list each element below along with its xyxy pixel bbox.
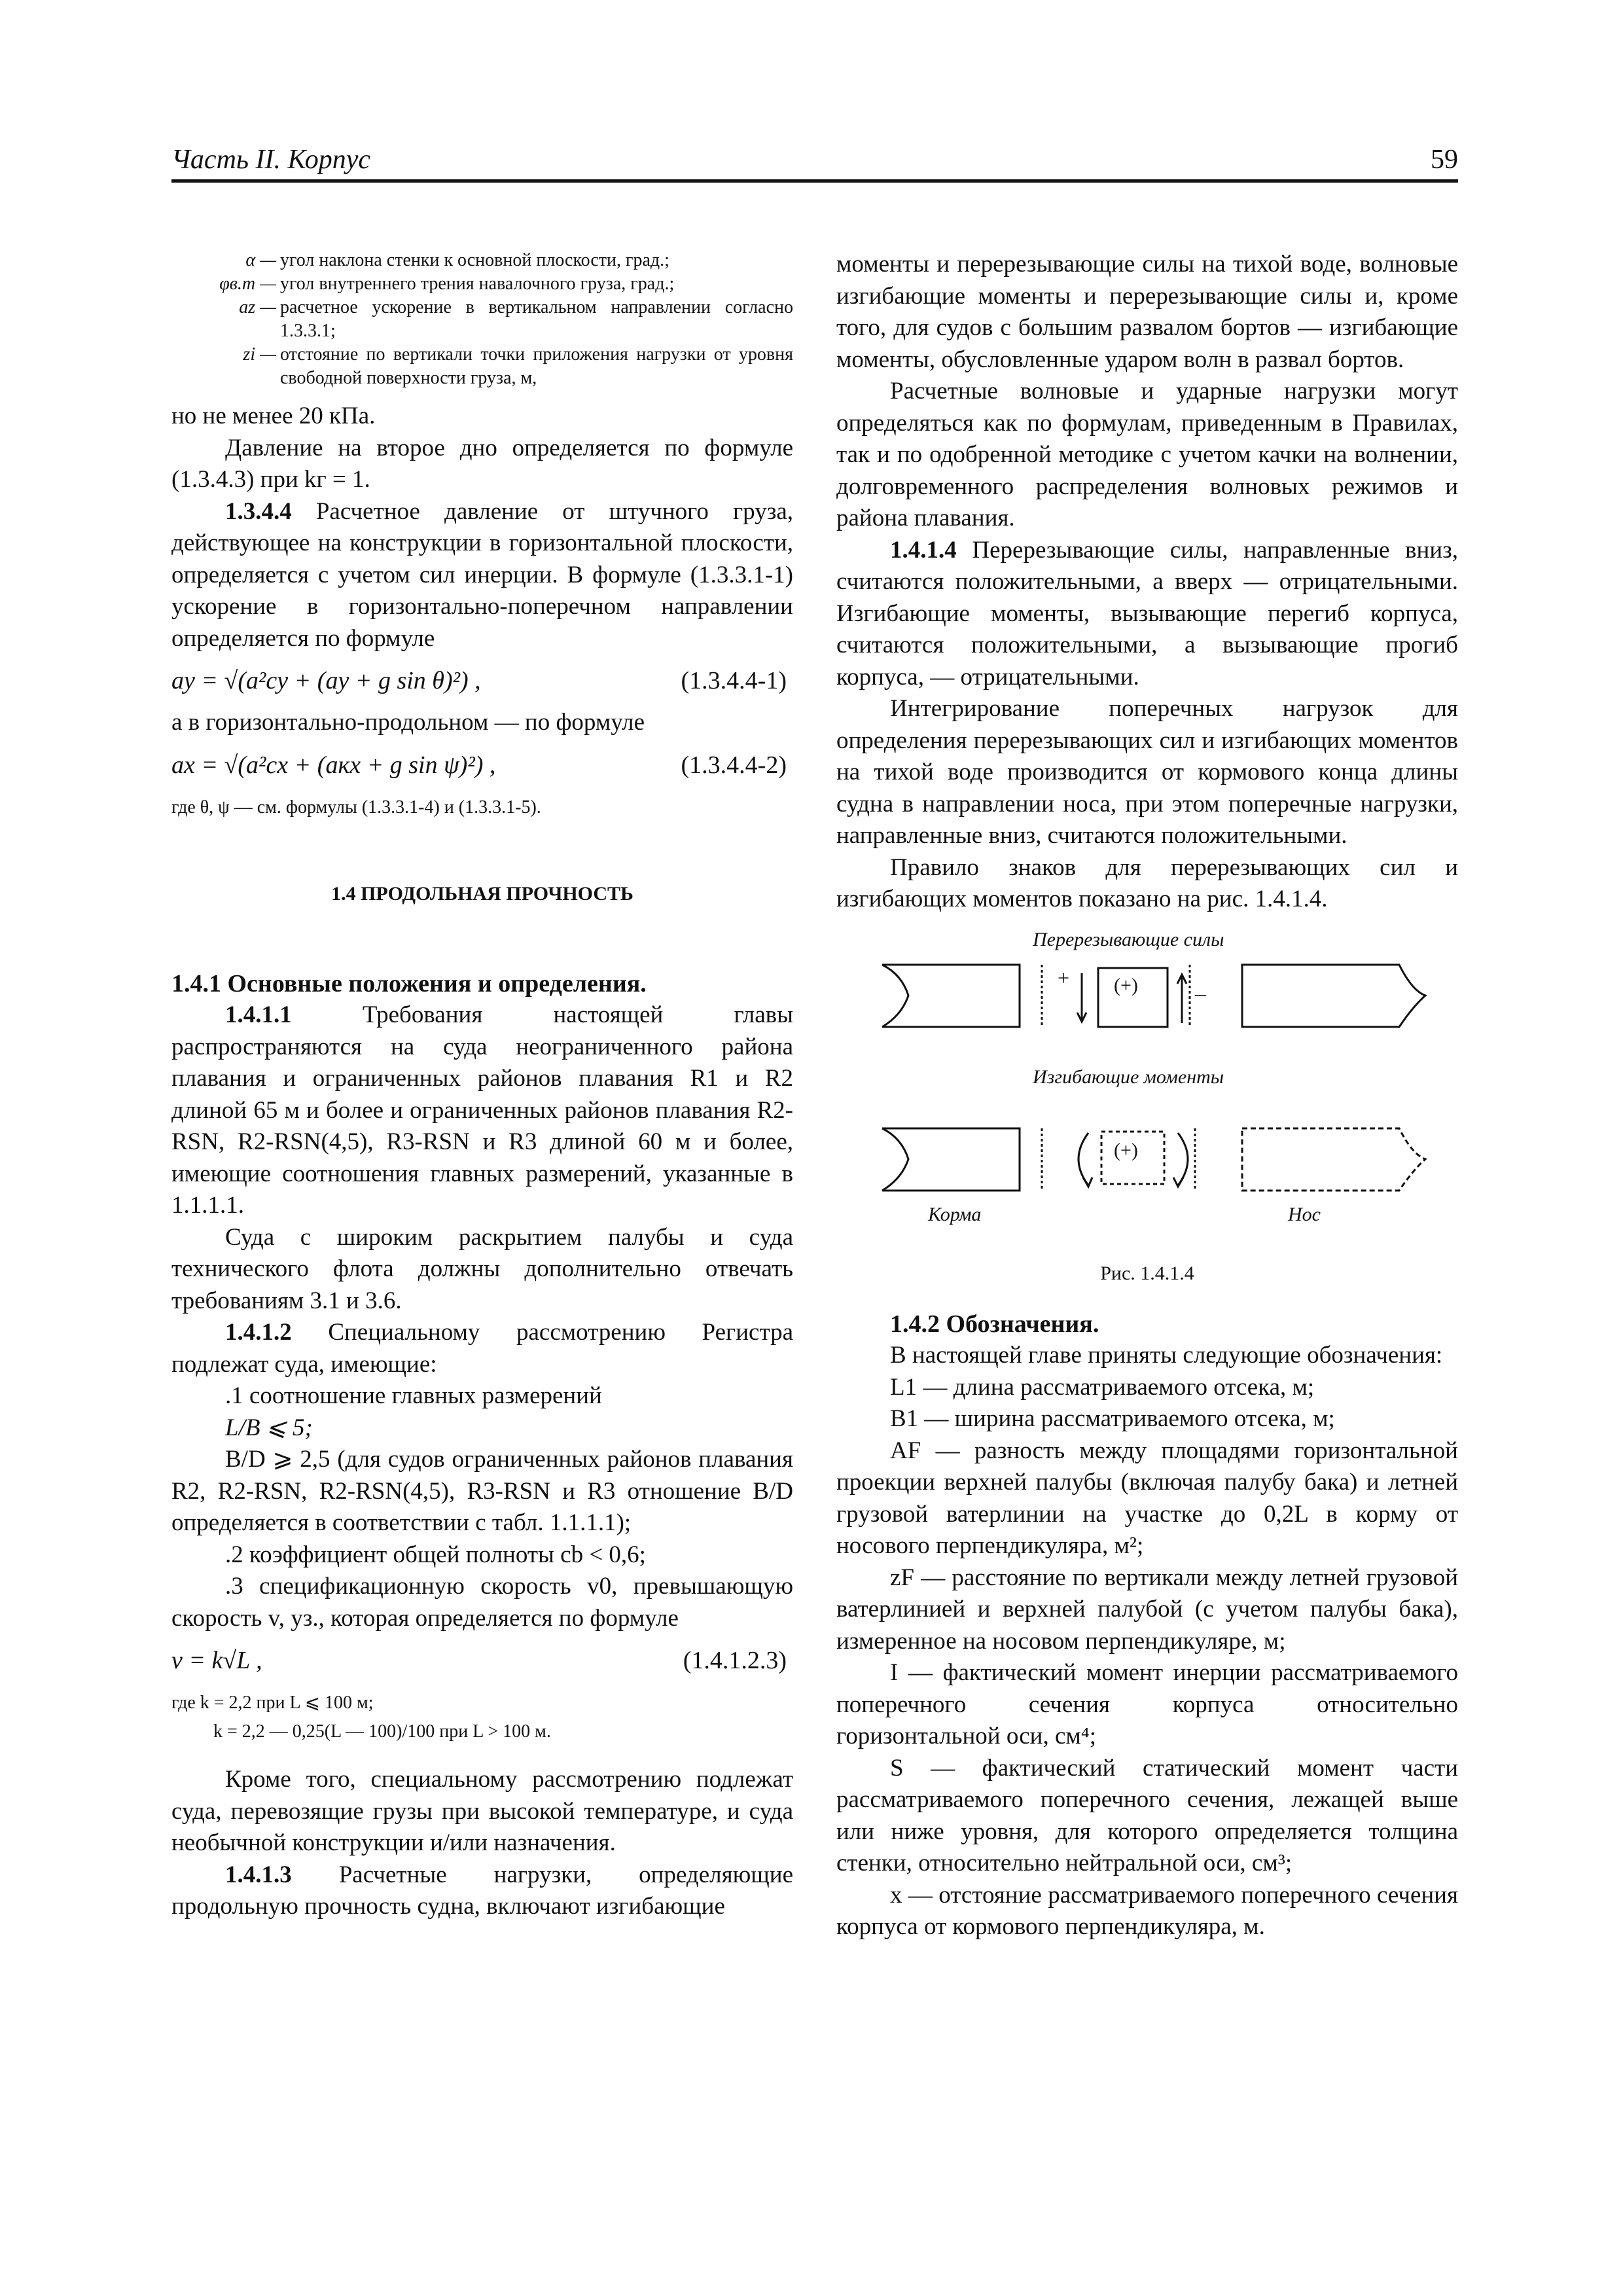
left-column	[171, 249, 793, 1923]
paragraph: Суда с широким раскрытием палубы и суда технического флота должны дополнительно отвечать требованиям 3.1 и 3.6.	[171, 1223, 793, 1314]
formula-1-4-1-2-3	[171, 1634, 793, 1687]
notation-item: zF — расстояние по вертикали между летней грузовой ватерлинией и верхней палубой (с учетом палубы бака), измеренное на носовом перпендикуляре, м;	[836, 1564, 1458, 1655]
def-text: угол наклона стенки к основной плоскости, град.;	[280, 250, 669, 270]
def-symbol: zi —	[243, 344, 276, 365]
bow-label: Нос	[1288, 1203, 1321, 1225]
minus-sign: –	[1195, 981, 1206, 1006]
paragraph-1-4-1-2	[171, 1317, 793, 1380]
formula-note: где k = 2,2 при L ⩽ 100 м;	[171, 1693, 374, 1713]
positive-moment-sign: (+)	[1114, 1139, 1138, 1161]
paragraph-text: Требования настоящей главы распространяются на суда неограниченного района плавания и ограниченных районов плавания R1 и R2 длиной 65 м и более и ограниченных районов плавания R2-RSN, R2-RSN(4,5), R3-RSN и R3 длиной 60 м и более, имеющие соотношения главных размерений, указанные в 1.1.1.1.	[171, 1001, 793, 1219]
spacer	[171, 1744, 793, 1764]
formula-expression: ay = √(a²cy + (ay + g sin θ)²) ,	[171, 667, 481, 694]
notation-item: L1 — длина рассматриваемого отсека, м;	[890, 1373, 1315, 1401]
moment-arrowhead	[1173, 1177, 1183, 1187]
stern-label: Корма	[928, 1203, 982, 1225]
paragraph-text: Расчетные нагрузки, определяющие продольную прочность судна, включают изгибающие	[171, 1861, 793, 1920]
notation-item: B1 — ширина рассматриваемого отсека, м;	[890, 1405, 1335, 1432]
definition-item	[171, 249, 793, 272]
bending-moments-label: Изгибающие моменты	[1033, 1066, 1224, 1088]
bow-hull-outline	[1242, 1128, 1425, 1191]
notation-item: AF — разность между площадями горизонтальной проекции верхней палубы (включая палубу бака) и летней грузовой ватерлинии на участке до 0,2L в корму от носового перпендикуляра, м²;	[836, 1437, 1458, 1559]
formula-number: (1.3.4.4-1)	[681, 667, 787, 694]
formula-1-3-4-4-1	[171, 655, 793, 707]
figure-caption: Рис. 1.4.1.4	[1100, 1262, 1194, 1284]
paragraph: Правило знаков для перерезывающих сил и изгибающих моментов показано на рис. 1.4.1.4.	[836, 853, 1458, 912]
right-column	[836, 249, 1458, 1943]
paragraph-text: Специальному рассмотрению Регистра подлежат суда, имеющие:	[171, 1319, 793, 1378]
def-symbol: α —	[245, 250, 276, 270]
def-text: расчетное ускорение в вертикальном направлении согласно 1.3.3.1;	[280, 297, 793, 341]
paragraph-text: Перерезывающие силы, направленные вниз, считаются положительными, а вверх — отрицательными. Изгибающие моменты, вызывающие перегиб корпуса, считаются положительными, а вызывающие прогиб корпуса, — отрицательными.	[836, 536, 1458, 691]
clause-number: 1.4.1.2	[225, 1319, 292, 1346]
formula-1-3-4-4-2	[171, 739, 793, 791]
sign-convention-figure	[836, 929, 1458, 1295]
clause-number: 1.4.1.4	[890, 536, 957, 564]
notation-item: x — отстояние рассматриваемого поперечного сечения корпуса от кормового перпендикуляра, м.	[836, 1881, 1458, 1940]
def-text: отстояние по вертикали точки приложения нагрузки от уровня свободной поверхности груза, м,	[280, 344, 793, 388]
stern-hull-outline	[882, 965, 1020, 1027]
paragraph: Интегрирование поперечных нагрузок для определения перерезывающих сил и изгибающих моментов на тихой воде производится от кормового конца длины судна в направлении носа, при этом поперечные нагрузки, направленные вниз, считаются положительными.	[836, 695, 1458, 849]
sign-convention-diagram	[836, 929, 1458, 1295]
list-item: .1 соотношение главных размерений	[225, 1382, 602, 1409]
list-item: L/B ⩽ 5;	[225, 1414, 313, 1441]
list-item: B/D ⩾ 2,5 (для судов ограниченных районов плавания R2, R2-RSN, R2-RSN(4,5), R3-RSN и R3 отношение B/D определяется в соответствии с табл. 1.1.1.1);	[171, 1446, 793, 1536]
def-text: угол внутреннего трения навалочного груза, град.;	[280, 274, 675, 294]
formula-number: (1.4.1.2.3)	[683, 1647, 787, 1674]
symbol-definitions	[171, 249, 793, 390]
clause-number: 1.3.4.4	[225, 497, 292, 525]
definition-item	[171, 296, 793, 343]
bow-hull-outline	[1242, 965, 1425, 1027]
paragraph-1-4-1-4	[836, 535, 1458, 694]
subsection-heading: 1.4.1 Основные положения и определения.	[171, 969, 647, 997]
paragraph-1-4-1-1	[171, 999, 793, 1222]
paragraph-1-4-1-3	[171, 1859, 793, 1923]
running-header	[171, 145, 1458, 183]
formula-number: (1.3.4.4-2)	[681, 751, 787, 779]
subsection-heading: 1.4.2 Обозначения.	[890, 1310, 1099, 1338]
page-number: 59	[1431, 145, 1458, 175]
definition-item	[171, 272, 793, 296]
clause-number: 1.4.1.3	[225, 1861, 292, 1888]
positive-shear-sign: (+)	[1114, 974, 1138, 996]
def-symbol: φв.т —	[219, 274, 276, 294]
paragraph: Кроме того, специальному рассмотрению подлежат суда, перевозящие грузы при высокой температуре, и суда необычной конструкции и/или назначения.	[171, 1766, 793, 1856]
list-item: .2 коэффициент общей полноты cb < 0,6;	[225, 1541, 646, 1568]
moment-arrowhead	[1083, 1177, 1092, 1187]
section-title: 1.4 ПРОДОЛЬНАЯ ПРОЧНОСТЬ	[331, 882, 633, 905]
def-symbol: az —	[239, 297, 276, 317]
formula-expression: ax = √(a²cx + (aкx + g sin ψ)²) ,	[171, 751, 496, 779]
plus-sign: +	[1058, 965, 1070, 990]
clause-number: 1.4.1.1	[225, 1001, 292, 1028]
paragraph: Давление на второе дно определяется по формуле (1.3.4.3) при kг = 1.	[171, 434, 793, 493]
paragraph: а в горизонтально-продольном — по формуле	[171, 709, 645, 736]
header-title: Часть II. Корпус	[171, 145, 371, 175]
paragraph: моменты и перерезывающие силы на тихой воде, волновые изгибающие моменты и перерезывающие силы и, кроме того, для судов с большим развалом бортов — изгибающие моменты, обусловленные ударом волн в развал бортов.	[836, 251, 1458, 373]
stern-hull-outline	[882, 1128, 1020, 1191]
paragraph: В настоящей главе приняты следующие обозначения:	[890, 1342, 1443, 1369]
shear-forces-label: Перерезывающие силы	[1033, 928, 1224, 950]
paragraph: но не менее 20 кПа.	[171, 403, 376, 429]
notation-item: S — фактический статический момент части рассматриваемого поперечного сечения, лежащей выше или ниже уровня, для которого определяется толщина стенки, относительно нейтральной оси, см³;	[836, 1754, 1458, 1876]
definition-item	[171, 343, 793, 390]
list-item: .3 спецификационную скорость v0, превышающую скорость v, уз., которая определяется по формуле	[171, 1573, 793, 1632]
paragraph-text: Расчетное давление от штучного груза, действующее на конструкции в горизонтальной плоскости, определяется с учетом сил инерции. В формуле (1.3.3.1-1) ускорение в горизонтально-поперечном направлении определяется по формуле	[171, 497, 793, 652]
notation-item: I — фактический момент инерции рассматриваемого поперечного сечения корпуса относительно горизонтальной оси, см⁴;	[836, 1659, 1458, 1749]
paragraph: Расчетные волновые и ударные нагрузки могут определяться как по формулам, приведенным в Правилах, так и по одобренной методике с учетом качки на волнении, долговременного распределения волновых режимов и района плавания.	[836, 378, 1458, 531]
paragraph-1-3-4-4	[171, 496, 793, 655]
formula-expression: v = k√L ,	[171, 1647, 262, 1674]
formula-note: где θ, ψ — см. формулы (1.3.3.1-4) и (1.3.3.1-5).	[171, 797, 541, 817]
formula-note: k = 2,2 — 0,25(L — 100)/100 при L > 100 м.	[213, 1721, 551, 1742]
